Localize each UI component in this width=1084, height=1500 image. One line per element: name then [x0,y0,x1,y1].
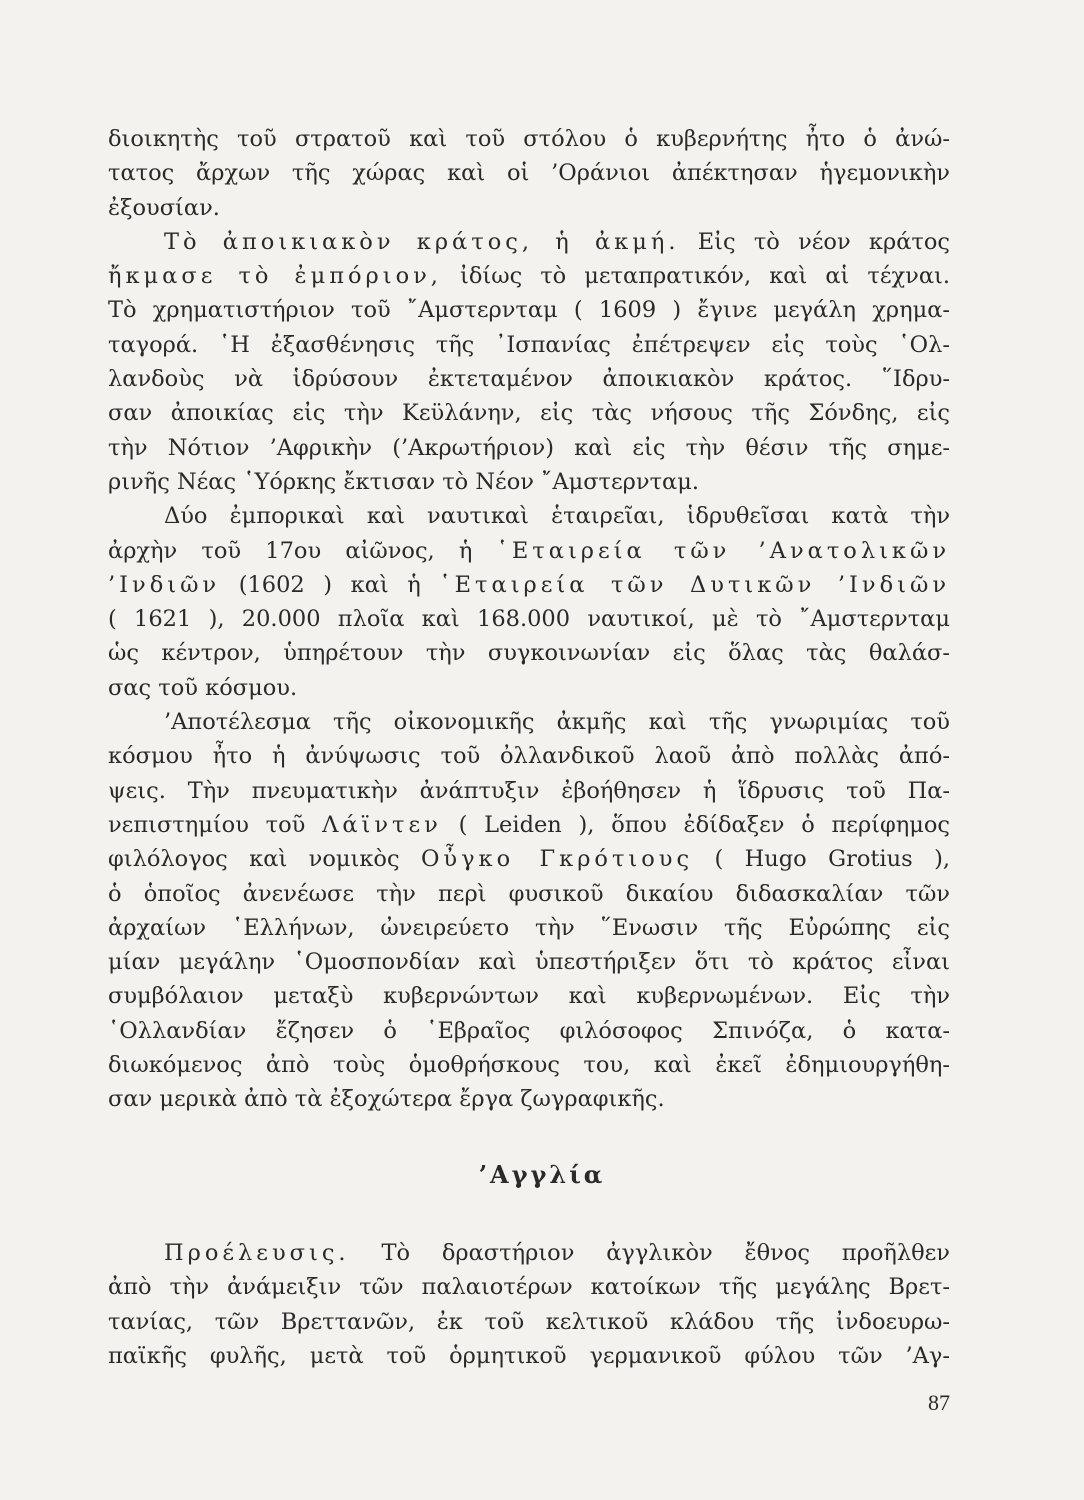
text-line: ὡς κέντρον, ὑπηρέτουν τὴν συγκοινωνίαν εἰς ὅλας τὰς θαλάσ- [108,640,950,667]
inline-text: ( Hugo Grotius ), [693,846,950,873]
text-line: τανίας, τῶν Βρεττανῶν, ἐκ τοῦ κελτικοῦ κλάδου τῆς ἰνδοευρω- [108,1308,950,1335]
spaced-heading-text: Τὸ ἀποικιακὸν κράτος, ἡ ἀκμή. [164,228,680,255]
spaced-emphasis-text: Οὖγκο Γκρότιους [420,846,694,873]
text-line: τατος ἄρχων τῆς χώρας καὶ οἱ ’Οράνιοι ἀπέκτησαν ἡγεμονικὴν [108,160,950,187]
text-line: μίαν μεγάλην ῾Ομοσπονδίαν καὶ ὑπεστήριξεν ὅτι τὸ κράτος εἶναι [108,949,950,976]
inline-text: Τὸ δραστήριον ἀγγλικὸν ἔθνος προῆλθεν [349,1240,950,1266]
text-line: συμβόλαιον μεταξὺ κυβερνώντων καὶ κυβερνωμένων. Εἰς τὴν [108,983,950,1010]
text-line: ( 1621 ), 20.000 πλοῖα καὶ 168.000 ναυτικοί, μὲ τὸ ῎Αμστερνταμ [108,606,950,633]
inline-text: νεπιστημίου τοῦ [108,811,323,838]
text-line: ἐξουσίαν. [108,194,220,221]
text-line: σαν μερικὰ ἀπὸ τὰ ἐξοχώτερα ἔργα ζωγραφικῆς. [108,1086,665,1113]
text-line: ἀπὸ τὴν ἀνάμειξιν τῶν παλαιοτέρων κατοίκων τῆς μεγάλης Βρετ- [108,1274,950,1301]
text-line: ῾Ολλανδίαν ἔζησεν ὁ ῾Εβραῖος φιλόσοφος Σπινόζα, ὁ κατα- [108,1017,950,1044]
page-number: 87 [928,1390,950,1415]
body-text [108,122,950,1117]
text-line [108,1236,950,1270]
text-line: ἀρχαίων ῾Ελλήνων, ὠνειρεύετο τὴν ῞Ενωσιν τῆς Εὐρώπης εἰς [108,914,950,941]
section-heading: ’Αγγλία [478,1160,606,1189]
text-line: διοικητὴς τοῦ στρατοῦ καὶ τοῦ στόλου ὁ κυβερνήτης ἦτο ὁ ἀνώ- [108,126,950,152]
spaced-emphasis-text: Λάϊντεν [322,811,442,838]
inline-text: (1602 ) καὶ ἡ [220,571,440,598]
spaced-emphasis-text: ’Ινδιῶν [108,571,221,598]
inline-text: Εἰς τὸ νέον κράτος [679,228,950,255]
text-line: σαν ἀποικίας εἰς τὴν Κεϋλάνην, εἰς τὰς νήσους τῆς Σόνδης, εἰς [108,400,950,427]
inline-text: ἰδίως τὸ μεταπρατικόν, καὶ αἱ τέχναι. [441,263,951,290]
text-line: ταγορά. ῾Η ἐξασθένησις τῆς ᾿Ισπανίας ἐπέτρεψεν εἰς τοὺς ῾Ολ- [108,331,950,358]
text-line: ’Αποτέλεσμα τῆς οἰκονομικῆς ἀκμῆς καὶ τῆς γνωριμίας τοῦ [164,709,950,736]
text-line [108,225,950,259]
text-line: ὁ ὁποῖος ἀνενέωσε τὴν περὶ φυσικοῦ δικαίου διδασκαλίαν τῶν [108,880,950,907]
text-line: διωκόμενος ἀπὸ τοὺς ὁμοθρήσκους του, καὶ ἐκεῖ ἐδημιουργήθη- [108,1052,950,1079]
text-line: τὴν Νότιον ’Αφρικὴν (’Ακρωτήριον) καὶ εἰς τὴν θέσιν τῆς σημε- [108,434,950,461]
text-line: ρινῆς Νέας ῾Υόρκης ἔκτισαν τὸ Νέον ῎Αμστερνταμ. [108,468,699,495]
spaced-emphasis-text: ἤκμασε τὸ ἐμπόριον, [108,263,442,290]
text-line [108,842,950,876]
spaced-emphasis-text: ῾Εταιρεία τῶν Δυτικῶν ’Ινδιῶν [439,571,950,598]
text-line [108,259,950,293]
body-text-continued [108,1236,950,1373]
text-line: κόσμου ἦτο ἡ ἀνύψωσις τοῦ ὀλλανδικοῦ λαοῦ ἀπὸ πολλὰς ἀπό- [108,743,950,770]
inline-text: ἀρχὴν τοῦ 17ου αἰῶνος, ἡ [108,537,497,564]
inline-text: φιλόλογος καὶ νομικὸς [108,846,421,873]
spaced-emphasis-text: ῾Εταιρεία τῶν ’Ανατολικῶν [496,537,950,564]
text-line: Δύο ἐμπορικαὶ καὶ ναυτικαὶ ἑταιρεῖαι, ἱδρυθεῖσαι κατὰ τὴν [164,503,950,530]
text-line: λανδοὺς νὰ ἱδρύσουν ἐκτεταμένον ἀποικιακὸν κράτος. ῞Ιδρυ- [108,366,950,393]
text-line: ψεις. Τὴν πνευματικὴν ἀνάπτυξιν ἐβοήθησεν ἡ ἵδρυσις τοῦ Πα- [108,777,950,804]
text-line: σας τοῦ κόσμου. [108,674,298,701]
text-line [108,534,950,568]
inline-text: ( Leiden ), ὅπου ἐδίδαξεν ὁ περίφημος [441,811,950,838]
spaced-heading-text: Προέλευσις. [164,1240,350,1266]
text-line: παϊκῆς φυλῆς, μετὰ τοῦ ὁρμητικοῦ γερμανικοῦ φύλου τῶν ’Αγ- [108,1342,950,1369]
text-line [108,568,950,602]
text-line [108,808,950,842]
text-line: Τὸ χρηματιστήριον τοῦ ῎Αμστερνταμ ( 1609 ) ἔγινε μεγάλη χρημα- [108,297,950,324]
